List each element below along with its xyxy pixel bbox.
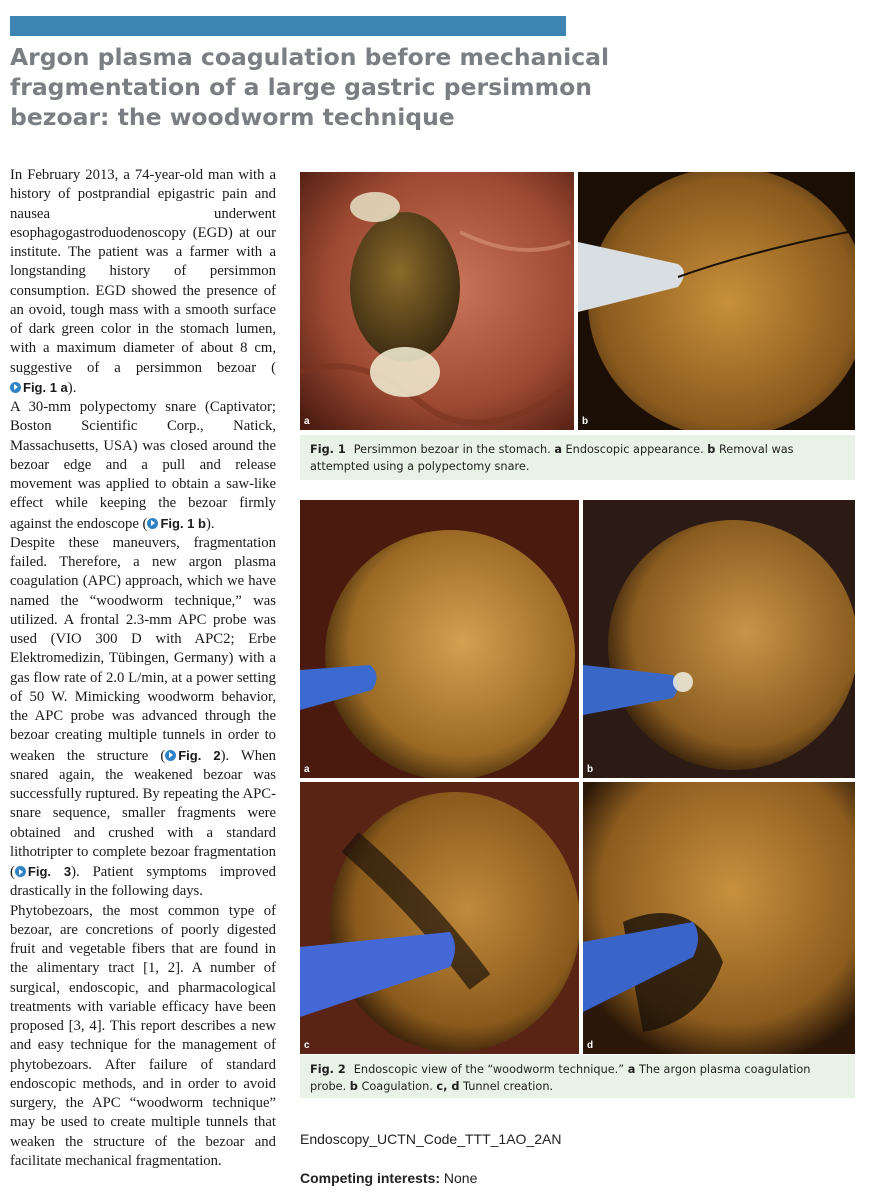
body-paragraph: Despite these maneuvers, fragmentation failed. Therefore, a new argon plasma coagulation (APC) approach, which we have named the “woodworm technique,” was utilized. A frontal 2.3-mm APC probe was used (VIO 300 D with APC2; Erbe Elektromedizin, Tübingen, Germany) with a gas flow rate of 2.0 L/min, at a power setting of 50 W. Mimicking woodworm behavior, the APC probe was advanced through the bezoar creating multiple tunnels in order to weaken the structure ( Fig. 2). When snared again, the weakened bezoar was successfully ruptured. By repeating the APC-snare sequence, smaller fragments were obtained and crushed with a standard lithotripter to complete bezoar fragmentation ( Fig. 3). Patient symptoms improved drastically in the following days. [10,534,276,900]
figure-reference-link[interactable]: Fig. 1 b [147,516,206,531]
figure-2d-label: d [587,1040,594,1051]
figure-2c-photo [300,782,579,1054]
figure-2b-label: b [587,764,594,775]
article-body [10,166,276,1171]
arrow-icon [165,750,176,761]
figure-reference-link[interactable]: Fig. 3 [15,864,71,879]
figure-1b-label: b [582,416,589,427]
article-title: Argon plasma coagulation before mechanical fragmentation of a large gastric persimmon bezoar: the woodworm technique [10,43,610,131]
figure-1a-label: a [304,416,310,427]
figure-1b-photo [578,172,855,430]
figure-2a-photo [300,500,579,778]
figure-2c-label: c [304,1040,310,1051]
body-paragraph: A 30-mm polypectomy snare (Captivator; Boston Scientific Corp., Natick, Massachusetts, USA) was closed around the bezoar edge and a pull and release movement was applied to obtain a saw-like effect while keeping the bezoar firmly against the endoscope ( Fig. 1 b). [10,399,276,532]
caption-figure-label: Fig. 1 [310,443,346,456]
competing-interests [300,1170,477,1186]
competing-interests-value: None [440,1170,478,1186]
figure-1-caption: Fig. 1 Persimmon bezoar in the stomach. a Endoscopic appearance. b Removal was attempted using a polypectomy snare. [300,435,855,480]
code-line: Endoscopy_UCTN_Code_TTT_1AO_2AN [300,1131,562,1147]
figure-reference-link[interactable]: Fig. 1 a [10,380,68,395]
figure-2d-photo [583,782,855,1054]
figure-2a-label: a [304,764,310,775]
figure-2b-photo [583,500,855,778]
caption-figure-label: Fig. 2 [310,1063,346,1076]
competing-interests-label: Competing interests: [300,1170,441,1186]
header-color-bar [10,16,566,36]
figure-2-caption: Fig. 2 Endoscopic view of the “woodworm technique.” a The argon plasma coagulation probe. b Coagulation. c, d Tunnel creation. [300,1055,855,1098]
body-paragraph: In February 2013, a 74-year-old man with a history of postprandial epigastric pain and nausea underwent esophagogastroduodenoscopy (EGD) at our institute. The patient was a farmer with a longstanding history of persimmon consumption. EGD showed the presence of an ovoid, tough mass with a smooth surface of dark green color in the stomach lumen, with a maximum diameter of about 8 cm, suggestive of a persimmon bezoar (Fig. 1 a). [10,167,276,396]
body-paragraph: Phytobezoars, the most common type of bezoar, are concretions of poorly digested fruit and vegetable fibers that are found in the alimentary tract [1, 2]. A number of surgical, endoscopic, and pharmacological treatments with variable efficacy have been proposed [3, 4]. This report describes a new and easy technique for the management of phytobezoars. After failure of standard endoscopic methods, and in order to avoid surgery, the APC “woodworm technique” may be used to create multiple tunnels that weaken the structure of the bezoar and facilitate mechanical fragmentation. [10,902,276,1169]
arrow-icon [15,866,26,877]
figure-reference-link[interactable]: Fig. 2 [165,748,220,763]
arrow-icon [10,382,21,393]
arrow-icon [147,518,158,529]
figure-1a-photo [300,172,574,430]
